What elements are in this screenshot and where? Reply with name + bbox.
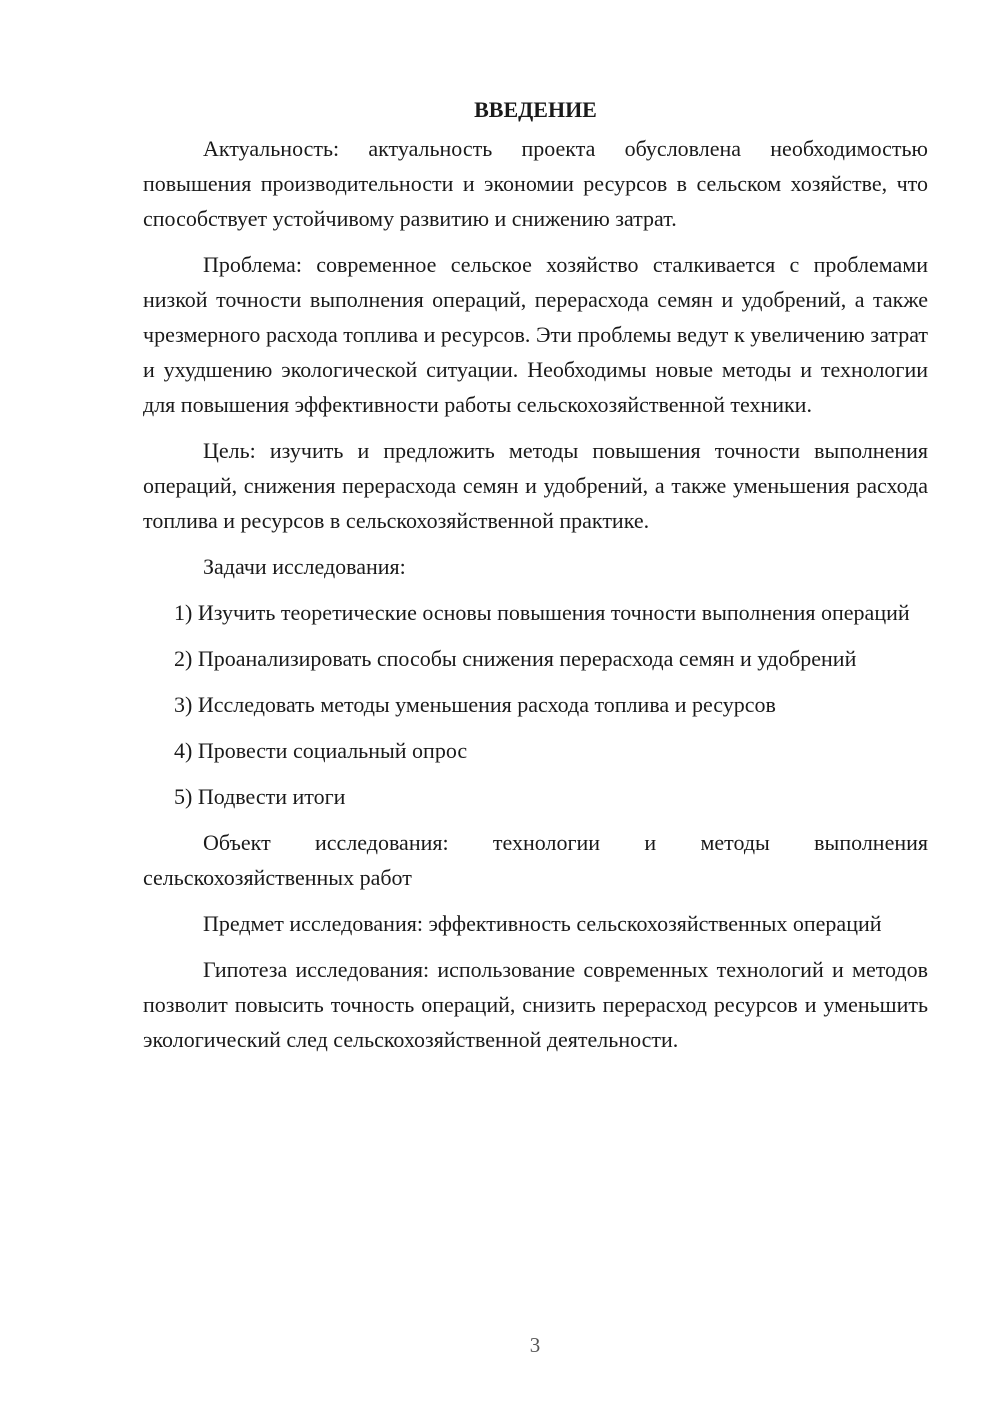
page-number: 3 [529,1333,541,1357]
object-paragraph: Объект исследования: технологии и методы выполнения сельскохозяйственных работ [143,830,928,890]
relevance-paragraph: Актуальность: актуальность проекта обусловлена необходимостью повышения производительности и экономии ресурсов в сельском хозяйстве, что способствует устойчивому развитию и снижению затрат. [143,136,928,231]
task-item-5: 5) Подвести итоги [174,784,346,809]
subject-paragraph: Предмет исследования: эффективность сельскохозяйственных операций [203,911,882,936]
section-heading: ВВЕДЕНИЕ [474,97,597,122]
hypothesis-paragraph: Гипотеза исследования: использование современных технологий и методов позволит повысить точность операций, снизить перерасход ресурсов и уменьшить экологический след сельскохозяйственной деятельности. [143,957,928,1052]
task-item-4: 4) Провести социальный опрос [174,738,468,763]
document-page [143,92,928,1057]
task-item-2: 2) Проанализировать способы снижения перерасхода семян и удобрений [174,646,857,671]
task-item-3: 3) Исследовать методы уменьшения расхода топлива и ресурсов [174,692,776,717]
task-item-1: 1) Изучить теоретические основы повышения точности выполнения операций [174,600,910,625]
tasks-title: Задачи исследования: [203,554,406,579]
problem-paragraph: Проблема: современное сельское хозяйство сталкивается с проблемами низкой точности выполнения операций, перерасхода семян и удобрений, а также чрезмерного расхода топлива и ресурсов. Эти проблемы ведут к увеличению затрат и ухудшению экологической ситуации. Необходимы новые методы и технологии для повышения эффективности работы сельскохозяйственной техники. [143,252,928,417]
goal-paragraph: Цель: изучить и предложить методы повышения точности выполнения операций, снижения перерасхода семян и удобрений, а также уменьшения расхода топлива и ресурсов в сельскохозяйственной практике. [143,438,928,533]
